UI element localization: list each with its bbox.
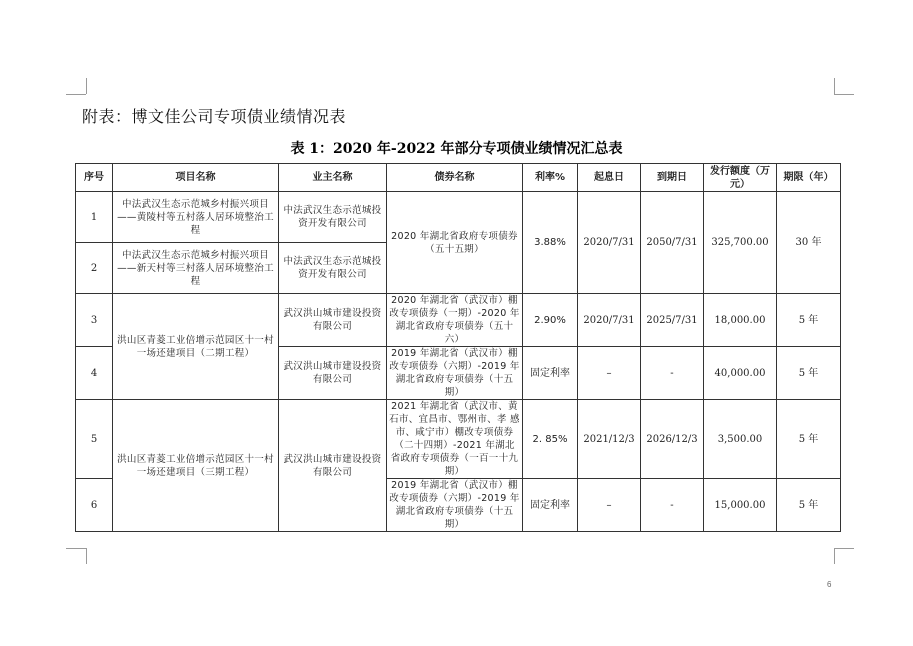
appendix-heading: 附表：博文佳公司专项债业绩情况表 bbox=[82, 107, 347, 126]
row-seq: 5 bbox=[76, 400, 113, 479]
crop-mark-bottom-right bbox=[834, 548, 835, 564]
page-number: 6 bbox=[827, 580, 832, 589]
crop-mark-top-left bbox=[66, 94, 86, 95]
crop-mark-top-right bbox=[834, 78, 835, 94]
row-bond: 2020 年湖北省（武汉市）棚改专项债券（一期）-2020 年湖北省政府专项债券（五十六） bbox=[387, 294, 523, 347]
row-end-date: - bbox=[641, 347, 704, 400]
row-seq: 1 bbox=[76, 192, 113, 243]
table-row bbox=[76, 192, 841, 243]
row-project: 洪山区青菱工业倍增示范园区十一村一场还建项目（三期工程） bbox=[113, 400, 279, 532]
row-amount: 18,000.00 bbox=[704, 294, 777, 347]
col-header-owner: 业主名称 bbox=[279, 164, 387, 192]
row-amount: 40,000.00 bbox=[704, 347, 777, 400]
row-project: 中法武汉生态示范城乡村振兴项目——新天村等三村落人居环境整治工程 bbox=[113, 243, 279, 294]
col-header-project: 项目名称 bbox=[113, 164, 279, 192]
crop-mark-top-left bbox=[86, 78, 87, 94]
row-end-date: 2050/7/31 bbox=[641, 192, 704, 294]
row-seq: 6 bbox=[76, 479, 113, 532]
row-seq: 4 bbox=[76, 347, 113, 400]
row-owner: 武汉洪山城市建设投资有限公司 bbox=[279, 347, 387, 400]
col-header-seq: 序号 bbox=[76, 164, 113, 192]
table-title: 表 1：2020 年-2022 年部分专项债业绩情况汇总表 bbox=[290, 141, 623, 157]
row-owner: 武汉洪山城市建设投资有限公司 bbox=[279, 400, 387, 532]
row-seq: 2 bbox=[76, 243, 113, 294]
col-header-start: 起息日 bbox=[578, 164, 641, 192]
crop-mark-bottom-right bbox=[834, 548, 854, 549]
row-rate: 固定利率 bbox=[523, 347, 578, 400]
row-term: 5 年 bbox=[777, 294, 841, 347]
row-rate: 2.90% bbox=[523, 294, 578, 347]
crop-mark-bottom-left bbox=[66, 548, 86, 549]
crop-mark-bottom-left bbox=[86, 548, 87, 564]
row-amount: 15,000.00 bbox=[704, 479, 777, 532]
row-term: 5 年 bbox=[777, 347, 841, 400]
bond-performance-table bbox=[75, 163, 841, 532]
col-header-amount: 发行额度（万元） bbox=[704, 164, 777, 192]
row-end-date: 2026/12/3 bbox=[641, 400, 704, 479]
col-header-end: 到期日 bbox=[641, 164, 704, 192]
row-owner: 中法武汉生态示范城投资开发有限公司 bbox=[279, 192, 387, 243]
row-seq: 3 bbox=[76, 294, 113, 347]
col-header-term: 期限（年） bbox=[777, 164, 841, 192]
row-owner: 武汉洪山城市建设投资有限公司 bbox=[279, 294, 387, 347]
row-start-date: – bbox=[578, 479, 641, 532]
row-bond: 2019 年湖北省（武汉市）棚改专项债券（六期）-2019 年湖北省政府专项债券（十五期） bbox=[387, 479, 523, 532]
row-rate: 固定利率 bbox=[523, 479, 578, 532]
row-end-date: 2025/7/31 bbox=[641, 294, 704, 347]
row-start-date: 2021/12/3 bbox=[578, 400, 641, 479]
col-header-bond: 债券名称 bbox=[387, 164, 523, 192]
table-header-row bbox=[76, 164, 841, 192]
row-bond: 2020 年湖北省政府专项债券（五十五期） bbox=[387, 192, 523, 294]
row-term: 5 年 bbox=[777, 400, 841, 479]
row-bond: 2021 年湖北省（武汉市、黄石市、宜昌市、鄂州市、孝 感市、咸宁市）棚改专项债券（二十四期）-2021 年湖北 省政府专项债券（一百一十九期） bbox=[387, 400, 523, 479]
row-project: 中法武汉生态示范城乡村振兴项目——黄陵村等五村落人居环境整治工程 bbox=[113, 192, 279, 243]
row-amount: 3,500.00 bbox=[704, 400, 777, 479]
row-rate: 2. 85% bbox=[523, 400, 578, 479]
row-start-date: – bbox=[578, 347, 641, 400]
row-project: 洪山区青菱工业倍增示范园区十一村一场还建项目（二期工程） bbox=[113, 294, 279, 400]
row-bond: 2019 年湖北省（武汉市）棚改专项债券（六期）-2019 年湖北省政府专项债券（十五期） bbox=[387, 347, 523, 400]
row-start-date: 2020/7/31 bbox=[578, 192, 641, 294]
table-row bbox=[76, 294, 841, 347]
row-end-date: - bbox=[641, 479, 704, 532]
row-start-date: 2020/7/31 bbox=[578, 294, 641, 347]
row-term: 30 年 bbox=[777, 192, 841, 294]
table-row bbox=[76, 400, 841, 479]
row-amount: 325,700.00 bbox=[704, 192, 777, 294]
col-header-rate: 利率% bbox=[523, 164, 578, 192]
row-rate: 3.88% bbox=[523, 192, 578, 294]
row-term: 5 年 bbox=[777, 479, 841, 532]
crop-mark-top-right bbox=[834, 94, 854, 95]
row-owner: 中法武汉生态示范城投资开发有限公司 bbox=[279, 243, 387, 294]
